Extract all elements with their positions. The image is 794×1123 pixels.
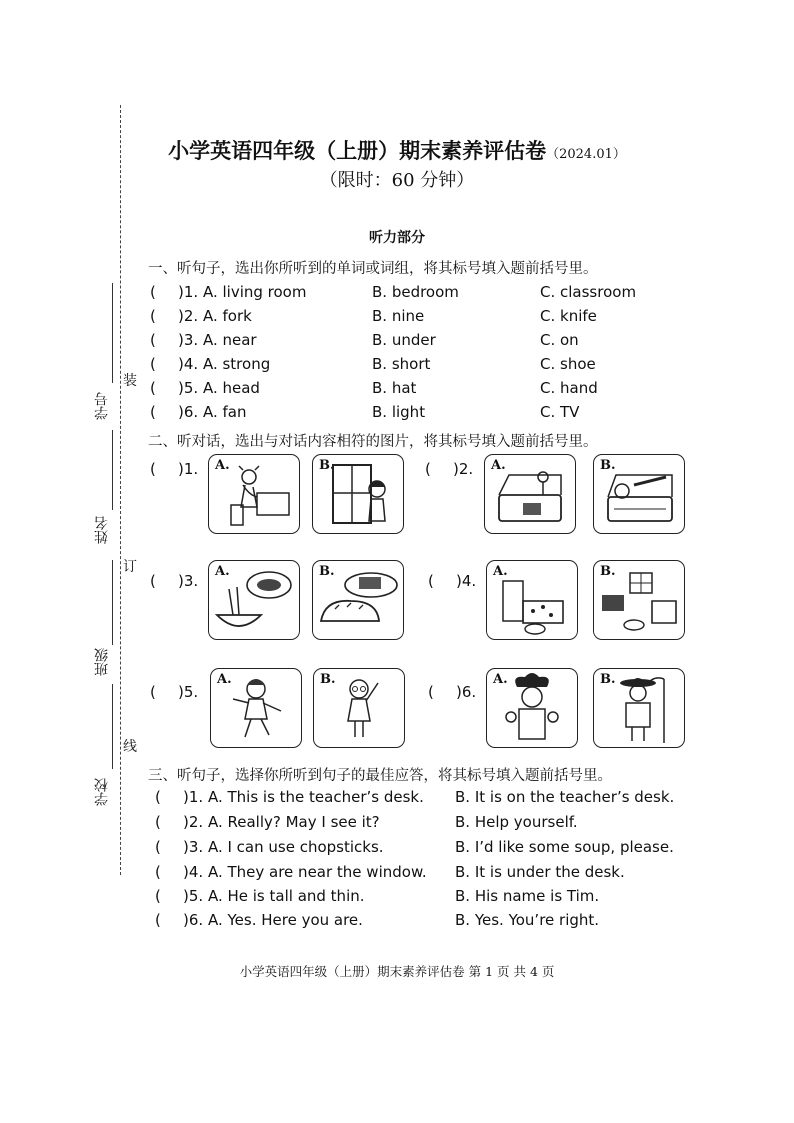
picture-letter: A. xyxy=(217,672,232,687)
s1-option-b: B. short xyxy=(372,355,431,373)
s3-row-2: ( )2. A. Really? May I see it? xyxy=(155,813,380,831)
s1-option-a: A. near xyxy=(202,331,257,349)
s2-q3-picture-b xyxy=(312,560,404,640)
s1-option-c: C. on xyxy=(540,331,579,349)
binding-char-zhuang: 装 xyxy=(123,373,137,389)
girl-with-glasses-icon xyxy=(314,669,404,747)
s2-q6-picture-a xyxy=(486,668,578,748)
s1-q-num: 5. xyxy=(183,379,199,397)
s3-q-num: 6. xyxy=(188,911,204,929)
s2-q4-picture-b xyxy=(593,560,685,640)
s2-q5-picture-a xyxy=(210,668,302,748)
s3-option-a: A. I can use chopsticks. xyxy=(207,838,384,856)
s2-q-num: 5. xyxy=(183,683,199,701)
s2-q-num: 1. xyxy=(183,460,199,478)
s1-option-c: C. shoe xyxy=(540,355,596,373)
name-line xyxy=(112,430,113,510)
s3-option-a: A. They are near the window. xyxy=(207,863,427,881)
s2-q-num: 2. xyxy=(458,460,474,478)
s1-option-c: C. TV xyxy=(540,403,580,421)
s3-option-b: B. Help yourself. xyxy=(455,813,578,831)
s2-q-num: 4. xyxy=(461,572,477,590)
s1-option-a: A. fan xyxy=(202,403,247,421)
s2-q1-picture-b xyxy=(312,454,404,534)
part-heading: 听力部分 xyxy=(369,230,425,246)
student-id-line xyxy=(112,283,113,383)
picture-letter: A. xyxy=(215,564,230,579)
s2-q-num: 6. xyxy=(461,683,477,701)
bedroom-with-cat-icon xyxy=(487,561,577,639)
s2-q6-picture-b xyxy=(593,668,685,748)
s2-q4-picture-a xyxy=(486,560,578,640)
exam-date: （2024.01） xyxy=(546,147,626,162)
s3-row-1: ( )1. A. This is the teacher’s desk. xyxy=(155,788,424,806)
s1-q-num: 1. xyxy=(183,283,199,301)
exam-title xyxy=(0,135,794,165)
binding-dashed-line xyxy=(120,105,121,875)
binding-char-xian: 线 xyxy=(123,739,137,755)
s3-option-a: A. He is tall and thin. xyxy=(207,887,365,905)
s3-row-5: ( )5. A. He is tall and thin. xyxy=(155,887,365,905)
living-room-with-cat-icon xyxy=(594,561,684,639)
s1-row-6: ( )6. A. fan xyxy=(150,403,247,421)
s1-option-a: A. strong xyxy=(202,355,271,373)
s2-q3: ( )3. xyxy=(150,572,199,590)
s3-option-a: A. This is the teacher’s desk. xyxy=(207,788,424,806)
section2-heading: 二、听对话，选出与对话内容相符的图片，将其标号填入题前括号里。 xyxy=(148,434,598,450)
picture-letter: A. xyxy=(493,672,508,687)
s1-q-num: 6. xyxy=(183,403,199,421)
s2-q1-picture-a xyxy=(208,454,300,534)
picture-letter: B. xyxy=(600,458,616,473)
s1-row-4: ( )4. A. strong xyxy=(150,355,271,373)
s1-option-c: C. knife xyxy=(540,307,597,325)
section1-heading: 一、听句子，选出你所听到的单词或词组，将其标号填入题前括号里。 xyxy=(148,261,598,277)
s1-q-num: 4. xyxy=(183,355,199,373)
s1-row-5: ( )5. A. head xyxy=(150,379,260,397)
picture-letter: B. xyxy=(600,564,616,579)
section3-heading: 三、听句子，选择你所听到句子的最佳应答，将其标号填入题前括号里。 xyxy=(148,768,612,784)
s1-option-c: C. hand xyxy=(540,379,598,397)
s2-q3-picture-a xyxy=(208,560,300,640)
s3-option-b: B. His name is Tim. xyxy=(455,887,600,905)
s2-q2: ( )2. xyxy=(425,460,474,478)
s1-row-3: ( )3. A. near xyxy=(150,331,257,349)
s2-q-num: 3. xyxy=(183,572,199,590)
s3-q-num: 3. xyxy=(188,838,204,856)
s3-option-b: B. It is on the teacher’s desk. xyxy=(455,788,675,806)
girl-cleaning-desk-icon xyxy=(209,455,299,533)
picture-letter: B. xyxy=(600,672,616,687)
s1-option-a: A. head xyxy=(202,379,260,397)
s2-q6: ( )6. xyxy=(428,683,477,701)
exam-title-text: 小学英语四年级（上册）期末素养评估卷 xyxy=(168,138,547,163)
s1-option-b: B. bedroom xyxy=(372,283,459,301)
bread-and-beef-icon xyxy=(313,561,403,639)
s1-option-b: B. light xyxy=(372,403,426,421)
s1-q-num: 2. xyxy=(183,307,199,325)
s1-row-2: ( )2. A. fork xyxy=(150,307,252,325)
s1-option-a: A. fork xyxy=(202,307,252,325)
s2-q2-picture-b xyxy=(593,454,685,534)
s3-row-3: ( )3. A. I can use chopsticks. xyxy=(155,838,384,856)
s1-option-b: B. nine xyxy=(372,307,425,325)
s3-q-num: 1. xyxy=(188,788,204,806)
s2-q4: ( )4. xyxy=(428,572,477,590)
s3-q-num: 2. xyxy=(188,813,204,831)
cook-icon xyxy=(487,669,577,747)
s1-row-1: ( )1. A. living room xyxy=(150,283,307,301)
s3-option-b: B. Yes. You’re right. xyxy=(455,911,600,929)
girl-cleaning-window-icon xyxy=(313,455,403,533)
s1-option-b: B. hat xyxy=(372,379,417,397)
pencil-box-keys-icon xyxy=(485,455,575,533)
class-line xyxy=(112,560,113,645)
girl-dancing-icon xyxy=(211,669,301,747)
fish-and-noodles-icon xyxy=(209,561,299,639)
farmer-icon xyxy=(594,669,684,747)
s3-row-4: ( )4. A. They are near the window. xyxy=(155,863,427,881)
s2-q1: ( )1. xyxy=(150,460,199,478)
picture-letter: B. xyxy=(319,564,335,579)
picture-letter: A. xyxy=(491,458,506,473)
s3-option-b: B. I’d like some soup, please. xyxy=(455,838,674,856)
s1-option-a: A. living room xyxy=(202,283,307,301)
school-line xyxy=(112,684,113,769)
s1-option-b: B. under xyxy=(372,331,436,349)
s3-option-b: B. It is under the desk. xyxy=(455,863,625,881)
s3-q-num: 4. xyxy=(188,863,204,881)
picture-letter: A. xyxy=(493,564,508,579)
page-footer: 小学英语四年级（上册）期末素养评估卷 第 1 页 共 4 页 xyxy=(239,964,555,979)
s3-option-a: A. Yes. Here you are. xyxy=(207,911,363,929)
s1-option-c: C. classroom xyxy=(540,283,637,301)
time-limit: （限时：60 分钟） xyxy=(319,170,475,191)
s2-q5: ( )5. xyxy=(150,683,199,701)
picture-letter: A. xyxy=(215,458,230,473)
s2-q5-picture-b xyxy=(313,668,405,748)
picture-letter: B. xyxy=(319,458,335,473)
s2-q2-picture-a xyxy=(484,454,576,534)
picture-letter: B. xyxy=(320,672,336,687)
s3-row-6: ( )6. A. Yes. Here you are. xyxy=(155,911,363,929)
name-label: 姓名 xyxy=(94,516,110,544)
school-label: 学校 xyxy=(94,778,110,806)
s3-option-a: A. Really? May I see it? xyxy=(207,813,380,831)
student-id-label: 学号 xyxy=(94,392,110,420)
s3-q-num: 5. xyxy=(188,887,204,905)
class-label: 班级 xyxy=(94,648,110,676)
s1-q-num: 3. xyxy=(183,331,199,349)
pencil-box-ruler-icon xyxy=(594,455,684,533)
binding-char-ding: 订 xyxy=(123,559,137,575)
